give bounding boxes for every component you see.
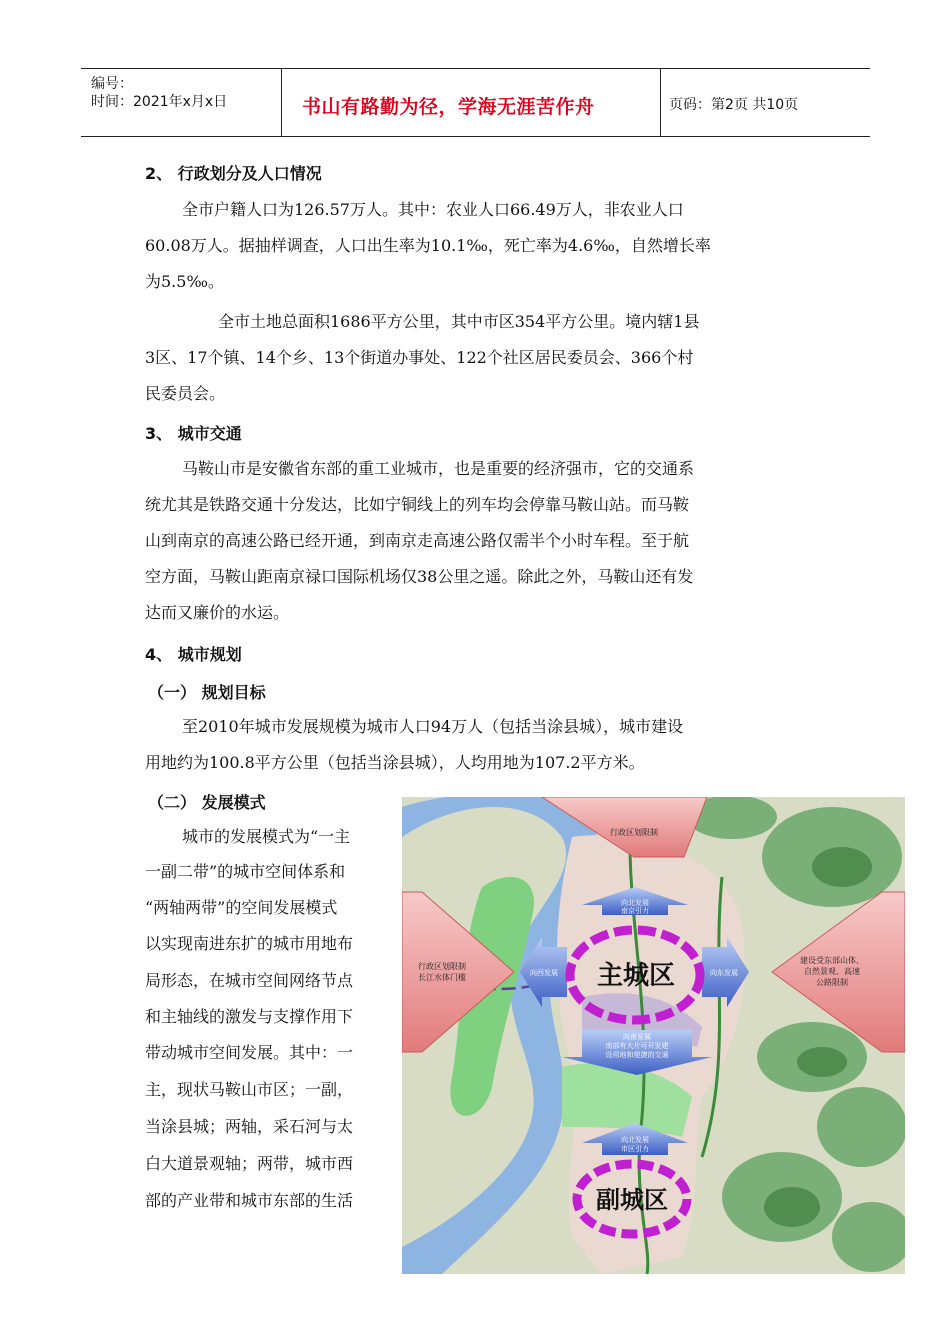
subsection-development-mode: （二） 发展模式 [148, 793, 266, 812]
number-label: 编号： [91, 76, 133, 92]
section-4-title: 4、 城市规划 [145, 645, 242, 664]
s4-p1-line1: 至2010年城市发展规模为城市人口94万人（包括当涂县城），城市建设 [182, 717, 684, 736]
section-3-title: 3、 城市交通 [145, 424, 242, 443]
map-arrow-south-3: 设用地和便捷的交通 [605, 1051, 669, 1059]
map-arrow-east: 向东发展 [710, 969, 738, 977]
s2-p1-line3: 为5.5‰。 [145, 272, 224, 291]
map-label-top: 行政区划限制 [610, 828, 658, 837]
map-arrow-south2-1: 向北发展 [621, 1136, 649, 1144]
s4-p2-line2: 一副二带”的城市空间体系和 [145, 862, 346, 881]
s4-p2-line4: 以实现南进东扩的城市用地布 [145, 934, 354, 953]
s2-p2-line1: 全市土地总面积1686平方公里，其中市区354平方公里。境内辖1县 [218, 312, 700, 331]
city-planning-map [402, 797, 905, 1274]
page-header [81, 68, 870, 137]
section-2-title: 2、 行政划分及人口情况 [145, 164, 322, 183]
map-arrow-west: 向西发展 [530, 969, 558, 977]
map-label-right-1: 建设受东部山体、 [800, 956, 864, 965]
map-label-left-2: 长江水体门槛 [418, 973, 466, 982]
s3-p1-line3: 山到南京的高速公路已经开通，到南京走高速公路仅需半个小时车程。至于航 [145, 531, 690, 550]
s3-p1-line2: 统尤其是铁路交通十分发达，比如宁铜线上的列车均会停靠马鞍山站。而马鞍 [145, 495, 690, 514]
map-arrow-south-2: 南部有大片可开发建 [605, 1042, 669, 1050]
s4-p2-line9: 当涂县城；两轴，采石河与太 [145, 1117, 354, 1136]
s3-p1-line4: 空方面，马鞍山距南京禄口国际机场仅38公里之遥。除此之外，马鞍山还有发 [145, 567, 694, 586]
s2-p1-line1: 全市户籍人口为126.57万人。其中：农业人口66.49万人，非农业人口 [182, 200, 684, 219]
map-main-city: 主城区 [596, 961, 676, 991]
s4-p2-line5: 局形态，在城市空间网络节点 [145, 971, 354, 990]
page-info: 页码：第2页 共10页 [669, 97, 799, 113]
map-sub-city: 副城区 [596, 1186, 668, 1214]
map-arrow-north-2: 南京引力 [621, 907, 649, 915]
s4-p2-line6: 和主轴线的激发与支撑作用下 [145, 1007, 354, 1026]
map-arrow-south-1: 向南发展 [623, 1033, 651, 1041]
subsection-planning-goal: （一） 规划目标 [148, 683, 266, 702]
s2-p2-line2: 3区、17个镇、14个乡、13个街道办事处、122个社区居民委员会、366个村 [145, 348, 694, 367]
s4-p2-line7: 带动城市空间发展。其中：一 [145, 1043, 354, 1062]
s2-p2-line3: 民委员会。 [145, 384, 226, 403]
s4-p2-line8: 主，现状马鞍山市区；一副， [145, 1080, 354, 1099]
s4-p2-line10: 白大道景观轴；两带，城市西 [145, 1154, 354, 1173]
header-motto-cell [281, 69, 661, 136]
s3-p1-line1: 马鞍山市是安徽省东部的重工业城市，也是重要的经济强市，它的交通系 [182, 459, 695, 478]
s4-p2-line11: 部的产业带和城市东部的生活 [145, 1191, 354, 1210]
map-arrow-south2-2: 市区引力 [621, 1145, 649, 1153]
s4-p2-line3: “两轴两带”的空间发展模式 [145, 898, 338, 917]
s4-p2-line1: 城市的发展模式为“一主 [182, 827, 351, 846]
map-label-left-1: 行政区划限制 [418, 962, 466, 971]
map-label-right-2: 自然景观、高速 [804, 967, 860, 976]
map-label-right-3: 公路限制 [816, 978, 848, 987]
time-label: 时间：2021年x月x日 [91, 94, 228, 110]
map-arrow-north-1: 向北发展 [621, 899, 649, 907]
s3-p1-line5: 达而又廉价的水运。 [145, 603, 290, 622]
s2-p1-line2: 60.08万人。据抽样调查，人口出生率为10.1‰，死亡率为4.6‰，自然增长率 [145, 236, 711, 255]
s4-p1-line2: 用地约为100.8平方公里（包括当涂县城），人均用地为107.2平方米。 [145, 753, 645, 772]
header-meta [81, 69, 281, 136]
header-motto: 书山有路勤为径，学海无涯苦作舟 [302, 96, 595, 118]
